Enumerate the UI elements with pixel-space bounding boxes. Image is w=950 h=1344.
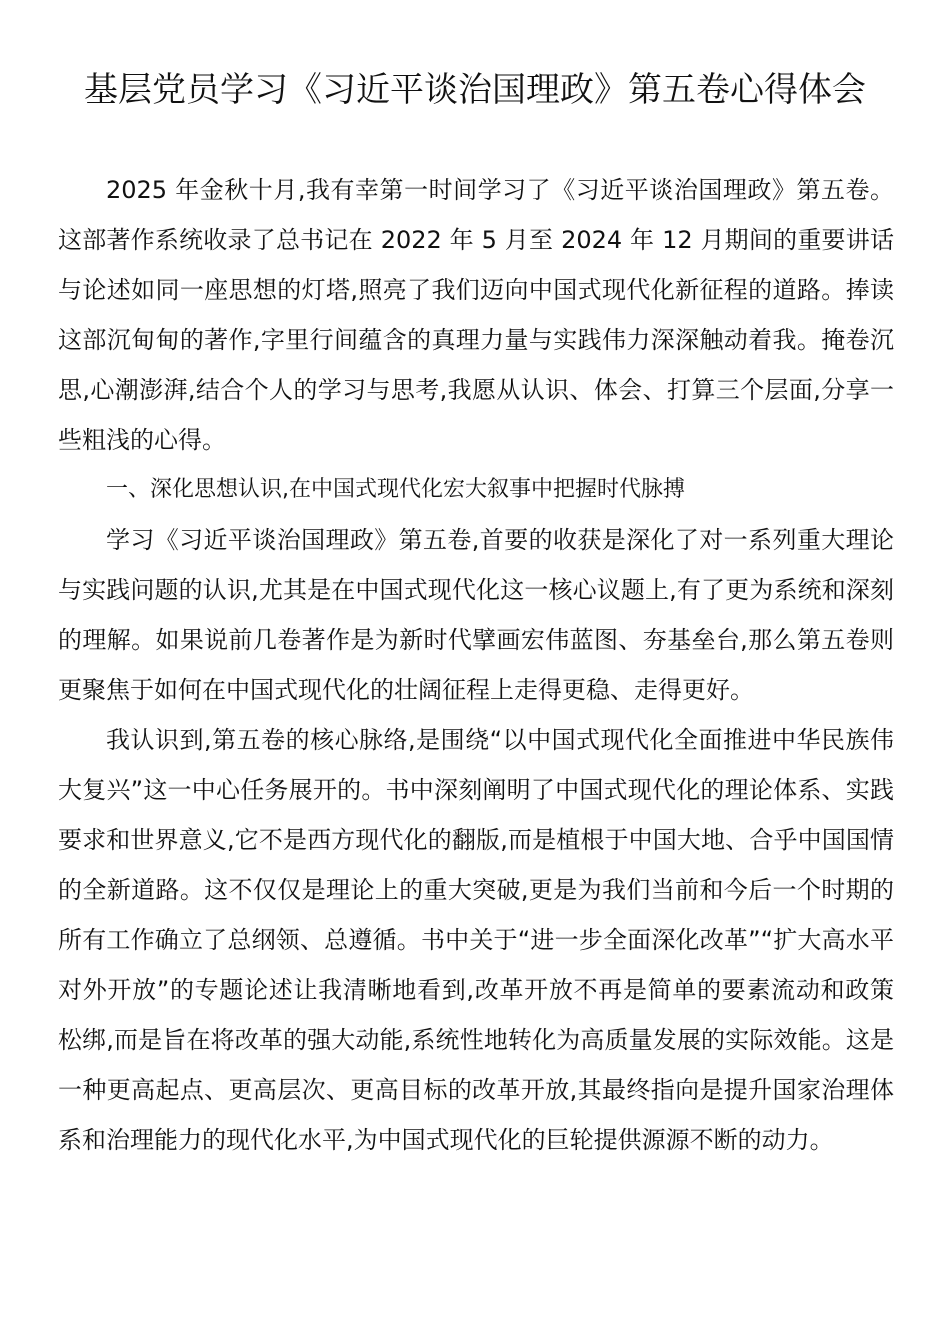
body-paragraph: 学习《习近平谈治国理政》第五卷,首要的收获是深化了对一系列重大理论与实践问题的认识,尤其是在中国式现代化这一核心议题上,有了更为系统和深刻的理解。如果说前几卷著作是为新时代擘画宏伟蓝图、夯基垒台,那么第五卷则更聚焦于如何在中国式现代化的壮阔征程上走得更稳、走得更好。 (58, 526, 894, 704)
body-paragraph: 我认识到,第五卷的核心脉络,是围绕“以中国式现代化全面推进中华民族伟大复兴”这一中心任务展开的。书中深刻阐明了中国式现代化的理论体系、实践要求和世界意义,它不是西方现代化的翻版,而是植根于中国大地、合乎中国国情的全新道路。这不仅仅是理论上的重大突破,更是为我们当前和今后一个时期的所有工作确立了总纲领、总遵循。书中关于“进一步全面深化改革”“扩大高水平对外开放”的专题论述让我清晰地看到,改革开放不再是简单的要素流动和政策松绑,而是旨在将改革的强大动能,系统性地转化为高质量发展的实际效能。这是一种更高起点、更高层次、更高目标的改革开放,其最终指向是提升国家治理体系和治理能力的现代化水平,为中国式现代化的巨轮提供源源不断的动力。 (58, 726, 894, 1154)
intro-paragraph: 2025 年金秋十月,我有幸第一时间学习了《习近平谈治国理政》第五卷。这部著作系统收录了总书记在 2022 年 5 月至 2024 年 12 月期间的重要讲话与论述如同一座思想的灯塔,照亮了我们迈向中国式现代化新征程的道路。捧读这部沉甸甸的著作,字里行间蕴含的真理力量与实践伟力深深触动着我。掩卷沉思,心潮澎湃,结合个人的学习与思考,我愿从认识、体会、打算三个层面,分享一些粗浅的心得。 (58, 176, 894, 454)
document-title: 基层党员学习《习近平谈治国理政》第五卷心得体会 (84, 70, 866, 110)
document-body (58, 165, 894, 1165)
section-heading-1: 一、深化思想认识,在中国式现代化宏大叙事中把握时代脉搏 (106, 477, 685, 502)
